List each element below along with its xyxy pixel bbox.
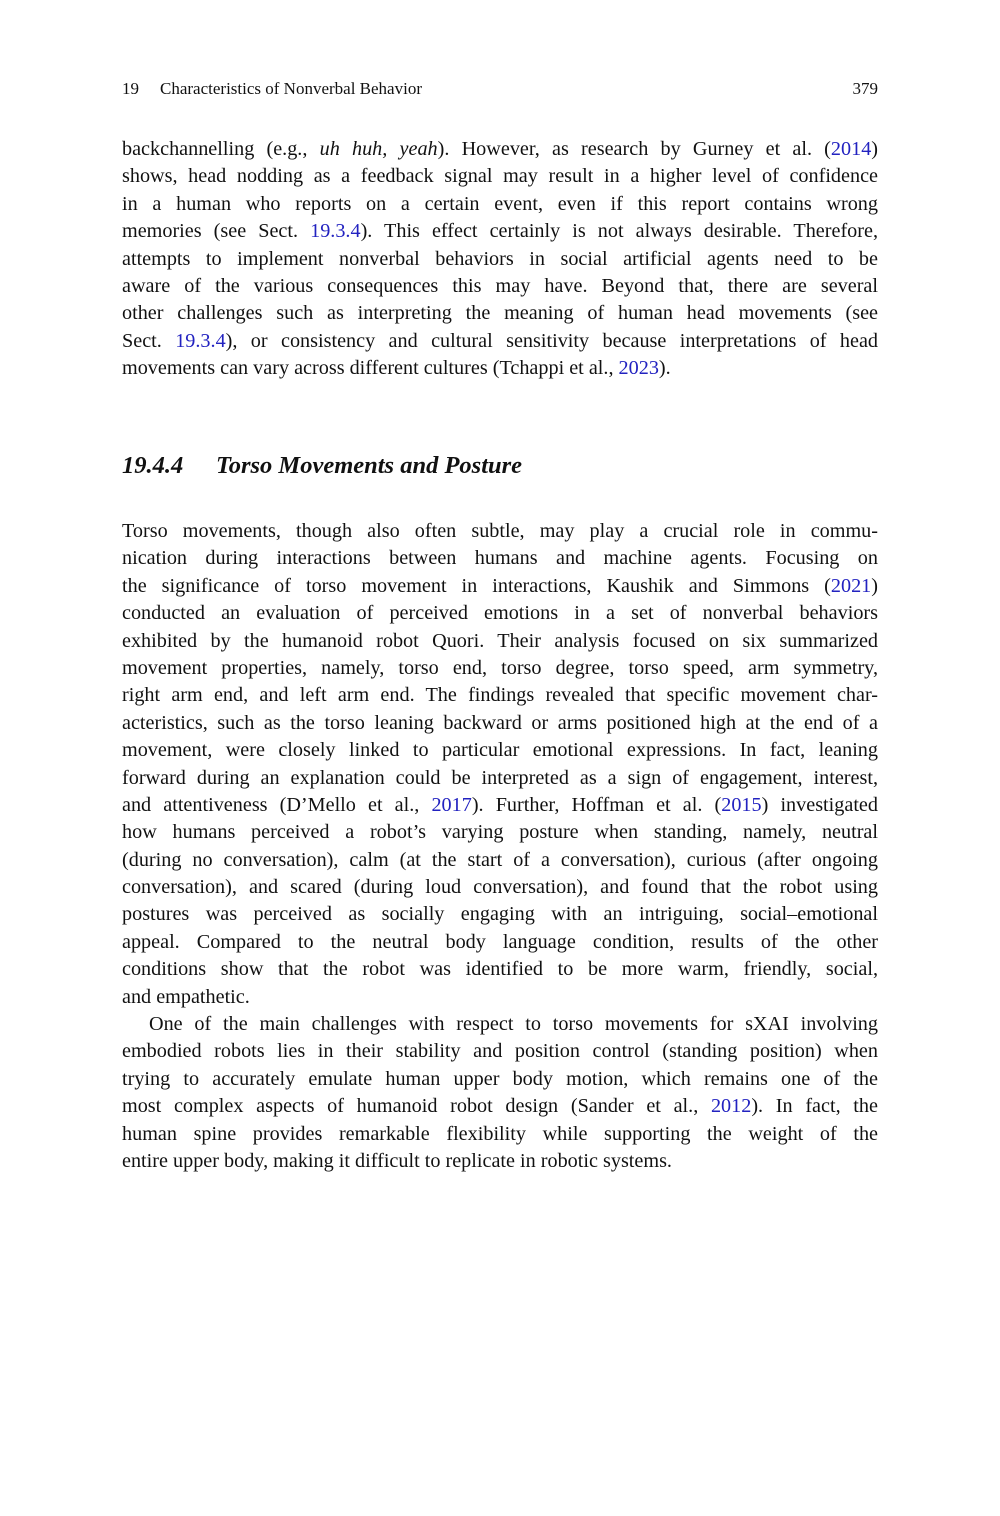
text: ): [871, 574, 878, 597]
text-line: One of the main challenges with respect to torso movements for sXAI involving: [149, 1013, 878, 1035]
text: ): [871, 138, 879, 160]
text: ). In fact, the: [751, 1095, 878, 1118]
citation-link-tchappi-2023[interactable]: 2023: [618, 357, 659, 380]
paragraph: [122, 1011, 878, 1175]
citation-link-gurney-2014[interactable]: 2014: [830, 138, 872, 160]
text-line: attempts to implement nonverbal behaviors in social artificial agents need to be: [122, 247, 878, 270]
text-line: [122, 136, 878, 163]
text-line: appeal. Compared to the neutral body language condition, results of the other: [122, 930, 878, 953]
citation-link-sander-2012[interactable]: 2012: [710, 1095, 752, 1118]
text-line: nication during interactions between humans and machine agents. Focusing on: [122, 547, 878, 570]
section-link-19-3-4[interactable]: 19.3.4: [310, 220, 361, 243]
text: the significance of torso movement in interactions, Kaushik and Simmons (: [122, 574, 831, 597]
text-line: conversation), and scared (during loud conversation), and found that the robot using: [122, 876, 878, 899]
text: ). This effect certainly is not always desirable. Therefore,: [360, 220, 878, 243]
text-line: Torso movements, though also often subtle, may play a crucial role in commu-: [122, 520, 878, 542]
text: memories (see Sect.: [122, 220, 311, 243]
text-line: movement, were closely linked to particular emotional expressions. In fact, leaning: [122, 739, 878, 762]
text: backchannelling (e.g.,: [122, 138, 320, 160]
text-line: (during no conversation), calm (at the start of a conversation), curious (after ongoing: [122, 848, 878, 871]
text-line: exhibited by the humanoid robot Quori. Their analysis focused on six summarized: [122, 629, 878, 652]
text-line: other challenges such as interpreting the meaning of human head movements (see: [122, 302, 878, 325]
paragraph-continuation: [122, 136, 878, 383]
text-line: forward during an explanation could be interpreted as a sign of engagement, interest,: [122, 766, 878, 789]
text-line: acteristics, such as the torso leaning backward or arms positioned high at the end of a: [122, 711, 878, 734]
text-line: trying to accurately emulate human upper body motion, which remains one of the: [122, 1067, 878, 1090]
text: Sect.: [122, 329, 176, 352]
running-head-chapter: [122, 79, 422, 99]
section-link-19-3-4[interactable]: 19.3.4: [175, 329, 226, 352]
text: ). Further, Hoffman et al. (: [471, 793, 722, 816]
text-line: [122, 792, 878, 819]
text-line: human spine provides remarkable flexibility while supporting the weight of the: [122, 1122, 878, 1145]
text-line: [122, 218, 878, 245]
text-line: entire upper body, making it difficult to replicate in robotic systems.: [122, 1149, 672, 1172]
text-line: right arm end, and left arm end. The findings revealed that specific movement char-: [122, 684, 878, 707]
text-line: conditions show that the robot was identified to be more warm, friendly, social,: [122, 958, 878, 981]
text: ), or consistency and cultural sensitivity because interpretations of head: [225, 329, 878, 352]
text-line: [122, 355, 878, 382]
page-number: 379: [852, 79, 878, 98]
section-heading: [122, 451, 522, 481]
section-number: 19.4.4: [122, 452, 184, 479]
text-line: postures was perceived as socially engaging with an intriguing, social–emotional: [122, 903, 878, 926]
text-line: in a human who reports on a certain event, even if this report contains wrong: [122, 192, 878, 215]
italic-example: uh huh, yeah: [319, 138, 438, 160]
text: movements can vary across different cultures (Tchappi et al.,: [122, 357, 619, 380]
text: and attentiveness (D’Mello et al.,: [122, 793, 432, 816]
text-line: conducted an evaluation of perceived emotions in a set of nonverbal behaviors: [122, 602, 878, 625]
text-line: aware of the various consequences this may have. Beyond that, there are several: [122, 274, 878, 297]
text-line: [122, 573, 878, 600]
text-line: and empathetic.: [122, 985, 250, 1008]
text: ) investigated: [761, 793, 878, 816]
text-line: how humans perceived a robot’s varying posture when standing, namely, neutral: [122, 821, 878, 844]
section-title: Torso Movements and Posture: [216, 452, 523, 479]
text: most complex aspects of humanoid robot design (Sander et al.,: [122, 1095, 711, 1118]
text: ).: [658, 357, 671, 380]
text-line: embodied robots lies in their stability and position control (standing position) when: [122, 1040, 878, 1063]
citation-link-kaushik-2021[interactable]: 2021: [830, 574, 872, 597]
paragraph: [122, 518, 878, 1011]
chapter-title: Characteristics of Nonverbal Behavior: [160, 79, 422, 98]
text: ). However, as research by Gurney et al. (: [437, 138, 831, 160]
citation-link-hoffman-2015[interactable]: 2015: [721, 793, 762, 816]
running-head: [122, 79, 878, 101]
text-line: movement properties, namely, torso end, torso degree, torso speed, arm symmetry,: [122, 656, 878, 679]
text-line: shows, head nodding as a feedback signal may result in a higher level of confidence: [122, 165, 878, 188]
text-line: [122, 328, 878, 355]
text-line: [122, 1093, 878, 1120]
chapter-number: 19: [122, 79, 139, 98]
citation-link-dmello-2017[interactable]: 2017: [431, 793, 472, 816]
